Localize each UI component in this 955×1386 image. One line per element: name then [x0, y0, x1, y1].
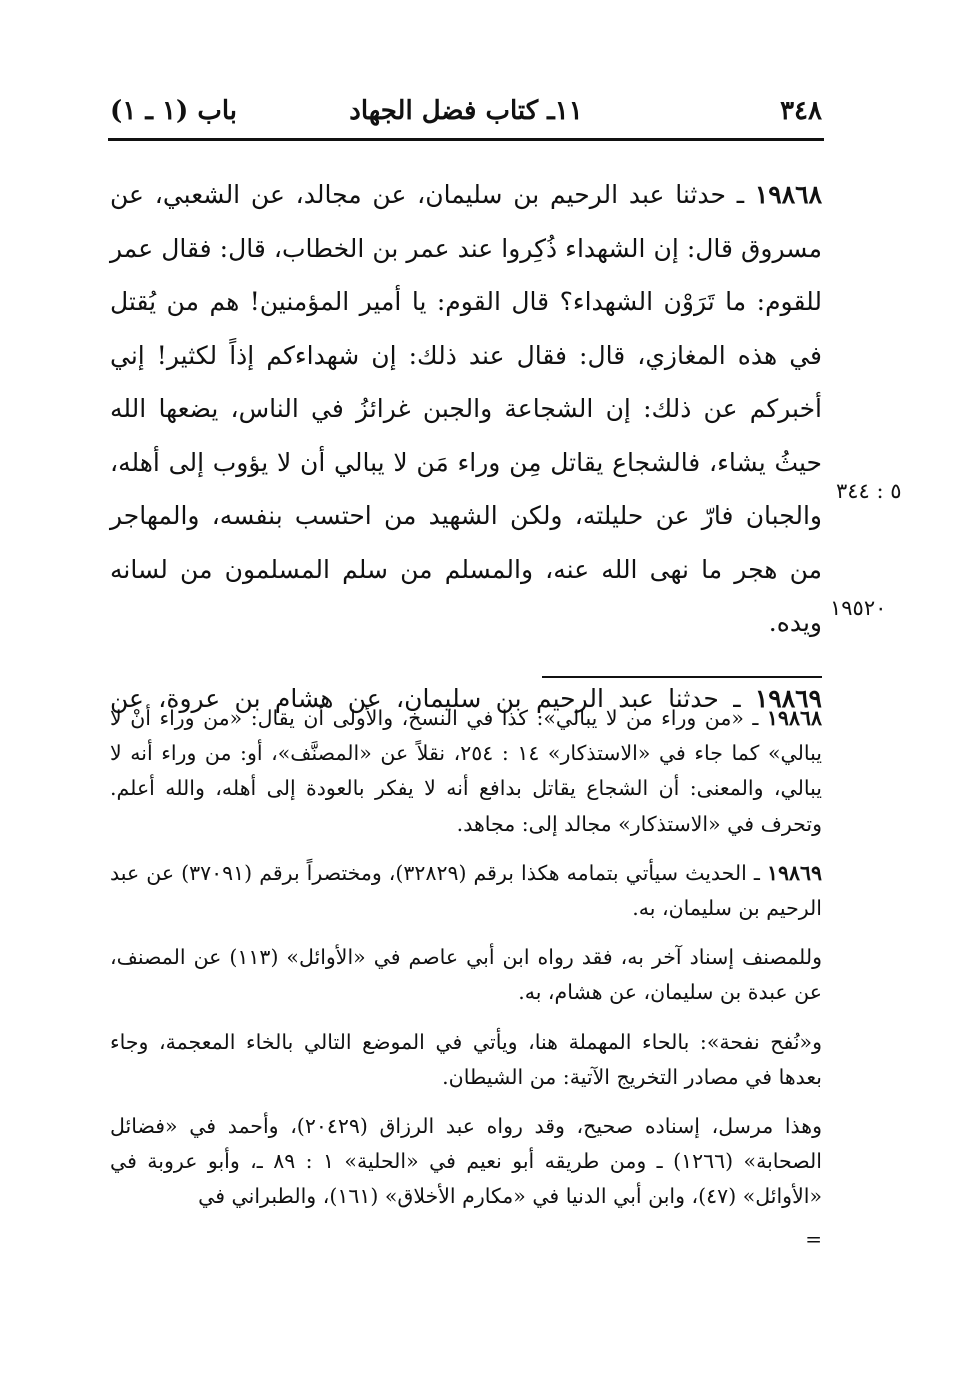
footnote-19868 [110, 701, 822, 842]
page-number: ٣٤٨ [780, 96, 822, 126]
hadith-number: ١٩٨٦٩ [754, 683, 822, 713]
hadith-19868 [110, 168, 822, 650]
hadith-number: ١٩٨٦٨ [754, 180, 822, 209]
chapter-title: ١١ـ كتاب فضل الجهاد [349, 96, 583, 126]
bab-reference: باب (١ ـ ١) [110, 96, 237, 126]
footnote-number: ١٩٨٦٨ [766, 706, 822, 730]
footnote-paragraph: وللمصنف إسناد آخر به، فقد رواه ابن أبي عاصم في «الأوائل» (١١٣) عن المصنف، عن عبدة بن سليمان، عن هشام، به. [110, 945, 822, 1005]
hadith-text: ـ حدثنا عبد الرحيم بن سليمان، عن هشام بن عروة، عن [110, 683, 741, 713]
footnote-number: ١٩٨٦٩ [766, 860, 822, 885]
footnote-19869 [110, 856, 822, 926]
footnotes [110, 701, 822, 1249]
footnote-paragraph: و«نُفح نفحة»: بالحاء المهملة هنا، ويأتي في الموضع التالي بالخاء المعجمة، وجاء بعدها في مصادر التخريج الآتية: من الشيطان. [110, 1029, 822, 1089]
margin-reference: ١٩٥٢٠ [830, 596, 887, 620]
footnote-paragraph: وهذا مرسل، إسناده صحيح، وقد رواه عبد الرزاق (٢٠٤٢٩)، وأحمد في «فضائل الصحابة» (١٢٦٦) ـ ومن طريقه أبو نعيم في «الحلية» ١ : ٨٩ ـ، وأبو عروبة في «الأوائل» (٤٧)، وابن أبي الدنيا في «مكارم الأخلاق» (١٦١)، والطبراني في [110, 1114, 822, 1209]
footnote-text: ـ الحديث سيأتي بتمامه هكذا برقم (٣٢٨٢٩)، ومختصراً برقم (٣٧٠٩١) عن عبد الرحيم بن سليمان، به. [110, 860, 822, 921]
header-rule [108, 138, 824, 141]
continuation-mark: = [805, 1226, 822, 1251]
margin-reference: ٥ : ٣٤٤ [836, 479, 902, 503]
running-header [110, 94, 822, 128]
footnote-text: ـ «من وراء من لا يبالي»: كذا في النسخ، والأولى أن يقال: «من وراء أنْ لا يبالي» كما جاء في «الاستذكار» ١٤ : ٢٥٤، نقلاً عن «المصنَّف»، أو: من وراء أنه لا يبالي، والمعنى: أن الشجاع يقاتل بدافع أنه لا يفكر بالعودة إلى أهله، والله أعلم. وتحرف في «الاستذكار» مجالد إلى: مجاهد. [110, 706, 822, 836]
footnote-separator [542, 676, 822, 678]
hadith-text: ـ حدثنا عبد الرحيم بن سليمان، عن مجالد، عن الشعبي، عن مسروق قال: إن الشهداء ذُكِروا عند عمر بن الخطاب، قال: فقال عمر للقوم: ما تَرَوْن الشهداء؟ قال القوم: يا أمير المؤمنين! هم من يُقتل في هذه المغازي، قال: فقال عند ذلك: إن شهداءكم إذاً لكثير! إني أخبركم عن ذلك: إن الشجاعة والجبن غرائزُ في الناس، يضعها الله حيثُ يشاء، فالشجاع يقاتل مِن وراء مَن لا يبالي أن لا يؤوب إلى أهله، والجبان فارّ عن حليلته، ولكن الشهيد من احتسب بنفسه، والمهاجر من هجر ما نهى الله عنه، والمسلم من سلم المسلمون من لسانه ويده. [110, 180, 822, 637]
main-text [110, 168, 822, 725]
